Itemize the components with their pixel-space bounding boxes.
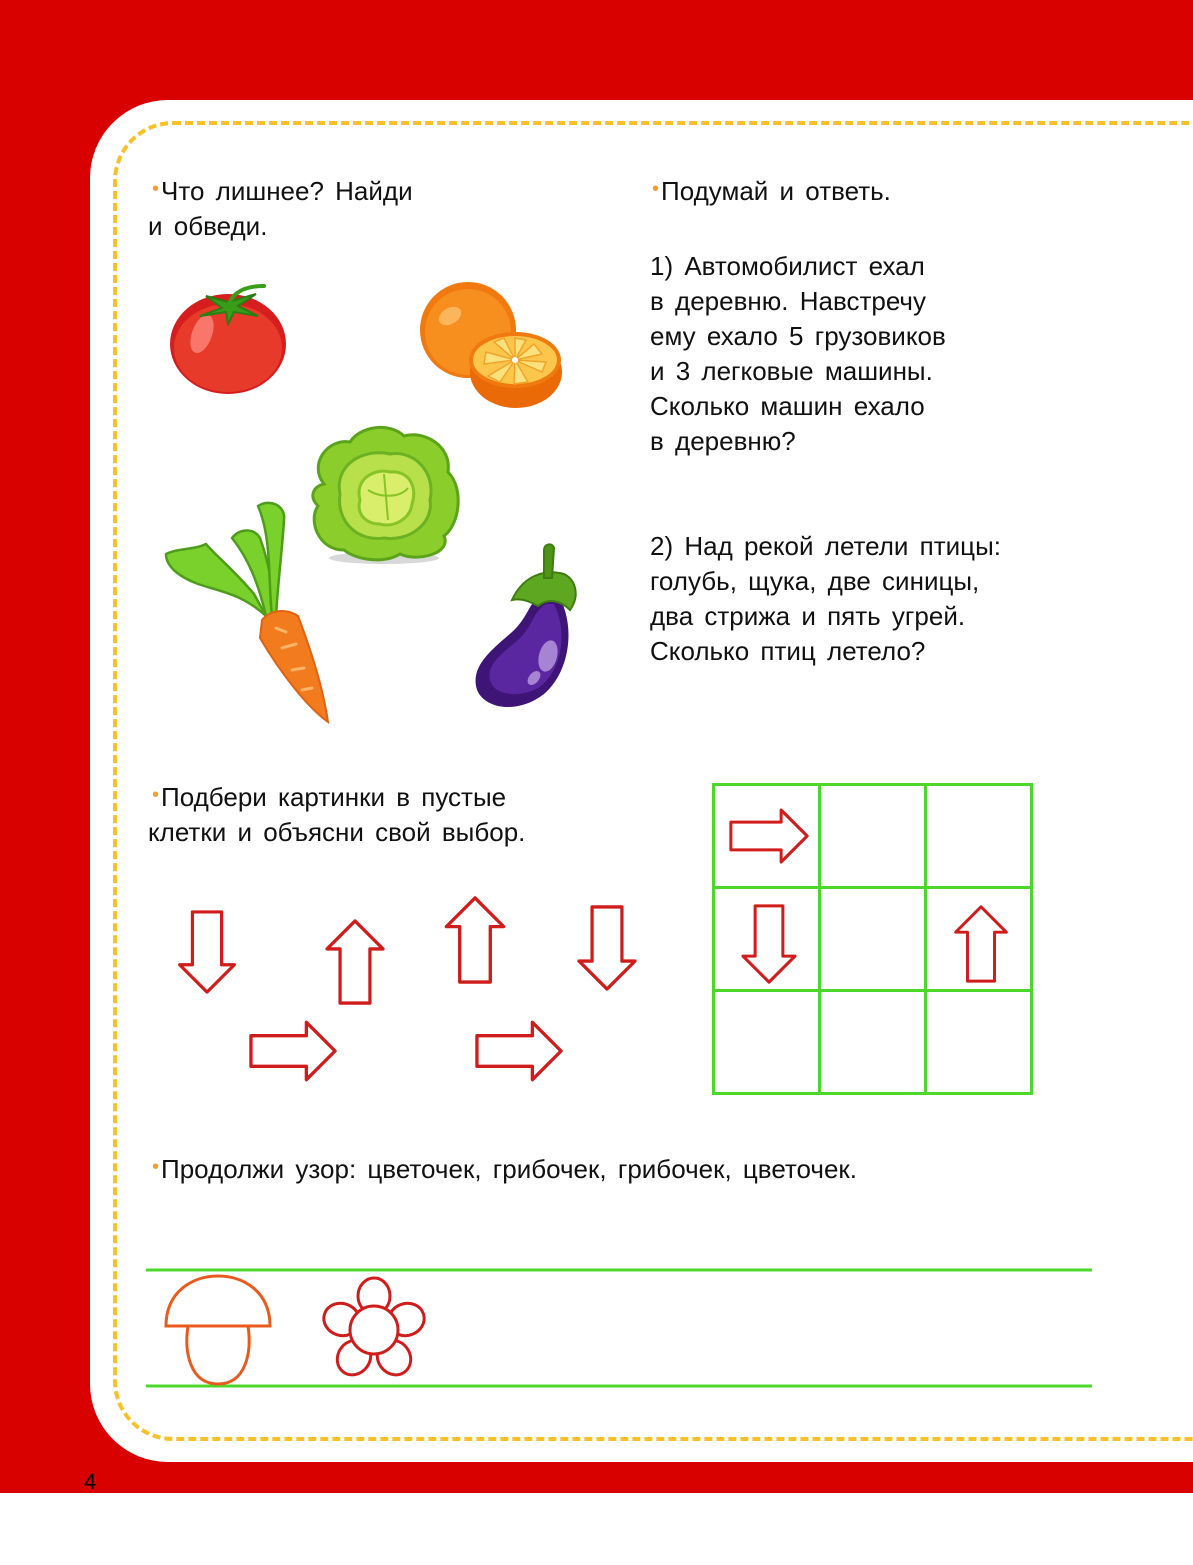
mushroom-icon (162, 1272, 274, 1388)
grid-cell-empty[interactable] (820, 991, 926, 1094)
grid-cell-empty[interactable] (820, 888, 926, 991)
grid-arrow-down-icon (740, 905, 798, 983)
page-number: 4 (84, 1469, 97, 1494)
bullet-icon: • (652, 178, 660, 200)
grid-cell-empty[interactable] (714, 991, 820, 1094)
problem-2-line: голубь, щука, две синицы, (650, 566, 980, 596)
eggplant-icon[interactable] (472, 540, 587, 710)
flower-icon (320, 1276, 428, 1384)
grid-cell-empty[interactable] (820, 785, 926, 888)
bullet-icon: • (152, 1156, 160, 1178)
problem-1-line: Сколько машин ехало (650, 391, 925, 421)
problem-2-line: два стрижа и пять угрей. (650, 601, 966, 631)
bullet-icon: • (152, 178, 160, 200)
carrot-icon[interactable] (162, 498, 334, 726)
grid-arrow-up-icon (952, 906, 1010, 982)
problem-1-line: в деревню? (650, 426, 796, 456)
task-pattern-text (152, 1150, 857, 1187)
task-pattern-line: Продолжи узор: цветочек, грибочек, грибочек, цветочек. (161, 1154, 858, 1184)
pattern-strip (146, 1268, 1094, 1390)
grid-cell-empty[interactable] (926, 991, 1032, 1094)
bullet-icon: • (152, 784, 160, 806)
problem-1-line: и 3 легковые машины. (650, 356, 933, 386)
task-think-title-text: Подумай и ответь. (661, 176, 891, 206)
arrow-right-icon[interactable] (476, 1020, 562, 1082)
arrow-up-icon[interactable] (444, 897, 506, 983)
bottom-margin (0, 1493, 1193, 1565)
problem-1-line: 1) Автомобилист ехал (650, 251, 925, 281)
task-pictures-line1: Подбери картинки в пустые (161, 782, 507, 812)
grid-arrow-right-icon (730, 808, 808, 864)
arrow-right-icon[interactable] (250, 1020, 336, 1082)
grid-cell-empty[interactable] (926, 785, 1032, 888)
problem-1 (650, 249, 946, 459)
problem-2-line: Сколько птиц летело? (650, 636, 926, 666)
task-pictures-line2: клетки и объясни свой выбор. (148, 817, 526, 847)
problem-1-line: ему ехало 5 грузовиков (650, 321, 946, 351)
arrow-down-icon[interactable] (576, 906, 638, 990)
problem-1-line: в деревню. Навстречу (650, 286, 926, 316)
problem-2 (650, 529, 1001, 669)
arrow-up-icon[interactable] (324, 920, 386, 1004)
task-think-title (652, 172, 891, 209)
orange-icon[interactable] (418, 282, 566, 410)
task-odd-one-text (148, 172, 413, 244)
arrow-down-icon[interactable] (176, 911, 238, 993)
task-odd-one-line1: Что лишнее? Найди (161, 176, 413, 206)
task-pictures-text (148, 778, 525, 850)
problem-2-line: 2) Над рекой летели птицы: (650, 531, 1001, 561)
tomato-icon[interactable] (166, 282, 291, 397)
task-odd-one-line2: и обведи. (148, 211, 268, 241)
